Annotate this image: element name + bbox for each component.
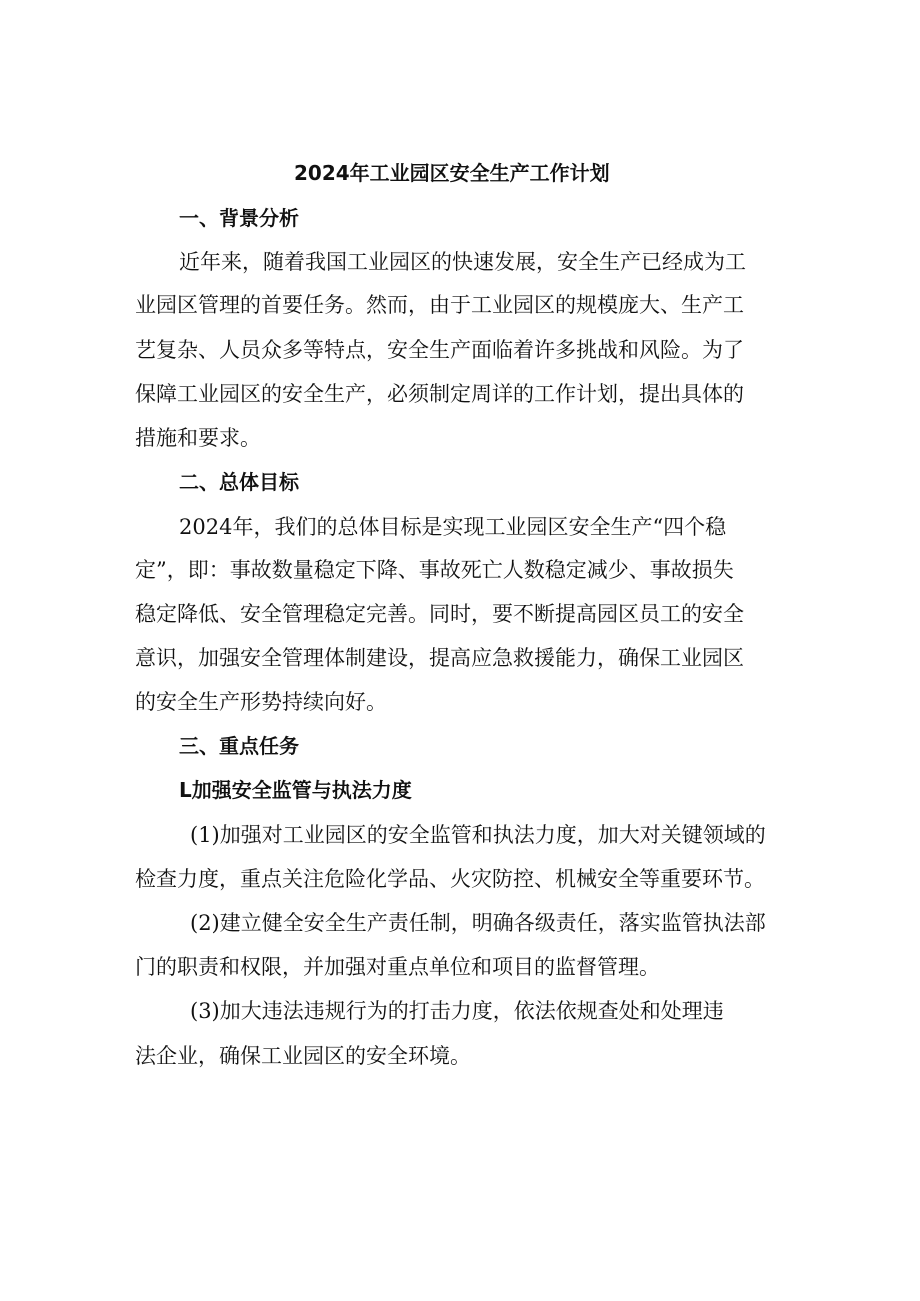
paragraph-line: 艺复杂、人员众多等特点，安全生产面临着许多挑战和风险。为了 (135, 338, 744, 362)
paragraph-line: 业园区管理的首要任务。然而，由于工业园区的规模庞大、生产工 (135, 293, 744, 317)
paragraph-line: 2024年，我们的总体目标是实现工业园区安全生产“四个稳 (179, 515, 727, 539)
list-item-line: (1)加强对工业园区的安全监管和执法力度，加大对关键领域的 (190, 823, 766, 847)
subsection-heading: L加强安全监管与执法力度 (179, 778, 412, 802)
list-item-line: 法企业，确保工业园区的安全环境。 (135, 1044, 471, 1068)
paragraph-line: 的安全生产形势持续向好。 (135, 690, 387, 714)
section-heading-tasks: 三、重点任务 (179, 734, 299, 758)
list-item-line: (2)建立健全安全生产责任制，明确各级责任，落实监管执法部 (190, 911, 766, 935)
paragraph-line: 措施和要求。 (135, 426, 261, 450)
list-item-line: 门的职责和权限，并加强对重点单位和项目的监督管理。 (135, 955, 660, 979)
paragraph-line: 近年来，随着我国工业园区的快速发展，安全生产已经成为工 (179, 250, 746, 274)
section-heading-background: 一、背景分析 (179, 206, 299, 230)
list-item-line: (3)加大违法违规行为的打击力度，依法依规查处和处理违 (190, 999, 724, 1023)
paragraph-line: 意识，加强安全管理体制建设，提高应急救援能力，确保工业园区 (135, 646, 744, 670)
paragraph-line: 保障工业园区的安全生产，必须制定周详的工作计划，提出具体的 (135, 382, 744, 406)
paragraph-line: 定”，即：事故数量稳定下降、事故死亡人数稳定减少、事故损失 (135, 558, 734, 582)
paragraph-line: 稳定降低、安全管理稳定完善。同时，要不断提高园区员工的安全 (135, 602, 744, 626)
document-title: 2024年工业园区安全生产工作计划 (294, 161, 610, 185)
list-item-line: 检查力度，重点关注危险化学品、火灾防控、机械安全等重要环节。 (135, 867, 765, 891)
section-heading-goals: 二、总体目标 (179, 470, 299, 494)
